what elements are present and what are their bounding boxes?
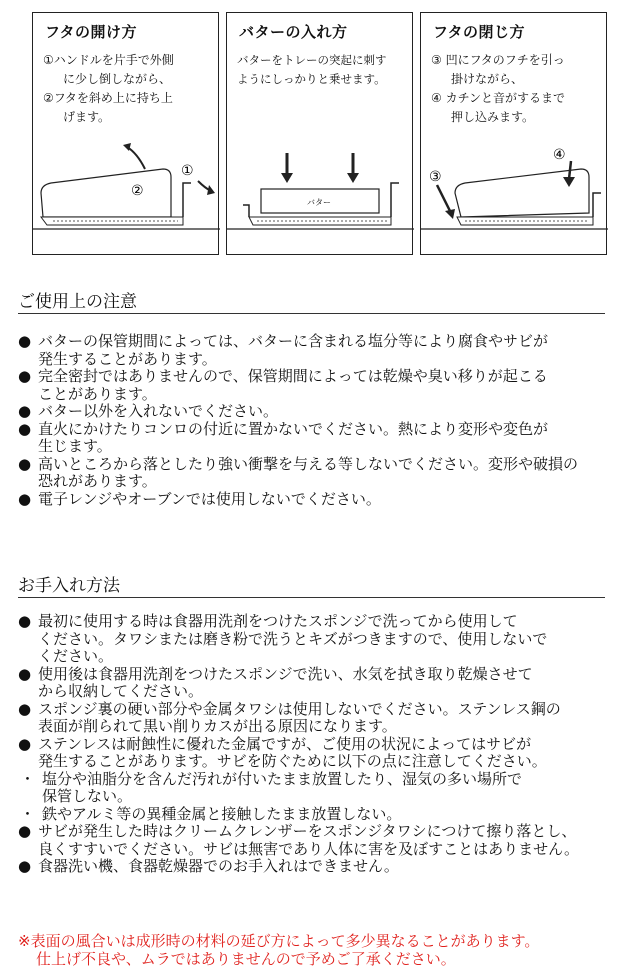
panel-title: フタの閉じ方 <box>433 23 525 41</box>
instruction-line: ①ハンドルを片手で外側 <box>43 53 174 67</box>
note-text: ※表面の風合いは成形時の材料の延び方によって多少異なることがあります。 <box>18 932 540 950</box>
panel-instructions <box>237 51 407 89</box>
caution-item <box>18 421 628 456</box>
caution-list <box>18 333 628 508</box>
care-text: サビが発生した時はクリームクレンザーをスポンジタワシにつけて擦り落とし、 <box>38 822 577 840</box>
panel-title: フタの開け方 <box>45 23 137 41</box>
bullet-icon: ● <box>18 664 32 683</box>
care-item <box>18 736 628 771</box>
open-lid-illustration <box>33 133 220 256</box>
bullet-icon: ● <box>18 489 32 508</box>
bullet-icon: ● <box>18 699 32 718</box>
caution-item <box>18 368 628 403</box>
instruction-line: に少し倒しながら、 <box>63 72 172 86</box>
instruction-line: バターをトレーの突起に刺す <box>237 53 387 67</box>
bullet-icon: ● <box>18 419 32 438</box>
care-item <box>18 613 628 666</box>
care-text: 食器洗い機、食器乾燥器でのお手入れはできません。 <box>38 857 399 875</box>
caution-text: バター以外を入れないでください。 <box>38 402 279 420</box>
care-text: 最初に使用する時は食器用洗剤をつけたスポンジで洗ってから使用して <box>38 612 518 630</box>
marker-1: ① <box>181 163 194 179</box>
instruction-line: ④ カチンと音がするまで <box>431 91 565 105</box>
butter-label: バター <box>307 198 331 207</box>
care-text: ステンレスは耐蝕性に優れた金属ですが、ご使用の状況によってはサビが <box>38 734 532 753</box>
bullet-icon: ● <box>18 332 32 350</box>
panel-title: バターの入れ方 <box>239 23 348 41</box>
note-text: 仕上げ不良や、ムラではありませんので予めご了承ください。 <box>36 950 456 968</box>
care-subtext: 塩分や油脂分を含んだ汚れが付いたまま放置したり、湿気の多い場所で <box>42 769 523 788</box>
care-divider <box>18 597 605 598</box>
caution-text: ことがあります。 <box>38 384 157 403</box>
bullet-icon: ● <box>18 402 32 420</box>
instruction-line: げます。 <box>63 110 111 124</box>
disclaimer-note <box>18 932 628 968</box>
care-text: ください。 <box>38 647 114 665</box>
care-item <box>18 823 628 858</box>
instruction-line: 押し込みます。 <box>451 110 535 124</box>
caution-item <box>18 456 628 491</box>
caution-item <box>18 491 628 509</box>
instruction-line: ②フタを斜め上に持ち上 <box>43 91 173 105</box>
panel-instructions <box>43 51 213 127</box>
caution-item <box>18 333 628 368</box>
caution-text: 恐れがあります。 <box>38 472 157 490</box>
marker-2: ② <box>131 183 144 199</box>
care-item <box>18 666 628 701</box>
caution-text: 電子レンジやオーブンでは使用しないでください。 <box>38 489 381 508</box>
bullet-icon: ● <box>18 612 32 630</box>
care-text: から収納してください。 <box>38 682 204 700</box>
sub-bullet-icon: ・ <box>20 804 36 823</box>
caution-text: 高いところから落としたり強い衝撃を与える等しないでください。変形や破損の <box>38 454 579 473</box>
care-text: 良くすすいでください。サビは無害であり人体に害を及ぼすことはありません。 <box>38 839 580 858</box>
care-subtext: 鉄やアルミ等の異種金属と接触したまま放置しない。 <box>42 804 402 823</box>
caution-text: 発生することがあります。 <box>38 349 217 368</box>
sub-bullet-icon: ・ <box>20 769 36 788</box>
care-item <box>18 858 628 876</box>
care-text: スポンジ裏の硬い部分や金属タワシは使用しないでください。ステンレス鋼の <box>38 699 561 718</box>
care-subitem <box>18 771 628 806</box>
care-item <box>18 701 628 736</box>
panel-open-lid <box>32 12 219 255</box>
care-text: 使用後は食器用洗剤をつけたスポンジで洗い、水気を拭き取り乾燥させて <box>38 664 533 683</box>
care-text: 表面が削られて黒い削りカスが出る原因になります。 <box>38 717 397 735</box>
care-title: お手入れ方法 <box>18 576 120 596</box>
bullet-icon: ● <box>18 734 32 753</box>
panel-insert-butter <box>226 12 413 255</box>
caution-text: 直火にかけたりコンロの付近に置かないでください。熱により変形や変色が <box>38 419 549 438</box>
care-text: ください。タワシまたは磨き粉で洗うとキズがつきますので、使用しないで <box>38 629 548 648</box>
close-lid-illustration <box>421 133 608 256</box>
instruction-line: ③ 凹にフタのフチを引っ <box>431 53 565 67</box>
panel-close-lid <box>420 12 607 255</box>
caution-text: バターの保管期間によっては、バターに含まれる塩分等により腐食やサビが <box>38 332 549 350</box>
bullet-icon: ● <box>18 367 32 385</box>
caution-item <box>18 403 628 421</box>
caution-divider <box>18 313 605 314</box>
caution-title: ご使用上の注意 <box>18 292 137 312</box>
marker-4: ④ <box>553 147 566 163</box>
caution-text: 生じます。 <box>38 437 112 455</box>
instruction-line: ようにしっかりと乗せます。 <box>237 72 386 86</box>
panel-instructions <box>431 51 601 127</box>
care-subtext: 保管しない。 <box>42 787 133 805</box>
bullet-icon: ● <box>18 454 32 473</box>
instruction-line: 掛けながら、 <box>451 72 524 86</box>
care-subitem <box>18 806 628 824</box>
care-text: 発生することがあります。サビを防ぐために以下の点に注意してください。 <box>38 752 547 770</box>
bullet-icon: ● <box>18 857 32 875</box>
marker-3: ③ <box>429 169 442 185</box>
insert-butter-illustration <box>227 133 414 256</box>
bullet-icon: ● <box>18 822 32 840</box>
caution-text: 完全密封ではありませんので、保管期間によっては乾燥や臭い移りが起こる <box>38 367 548 385</box>
care-list <box>18 613 628 876</box>
